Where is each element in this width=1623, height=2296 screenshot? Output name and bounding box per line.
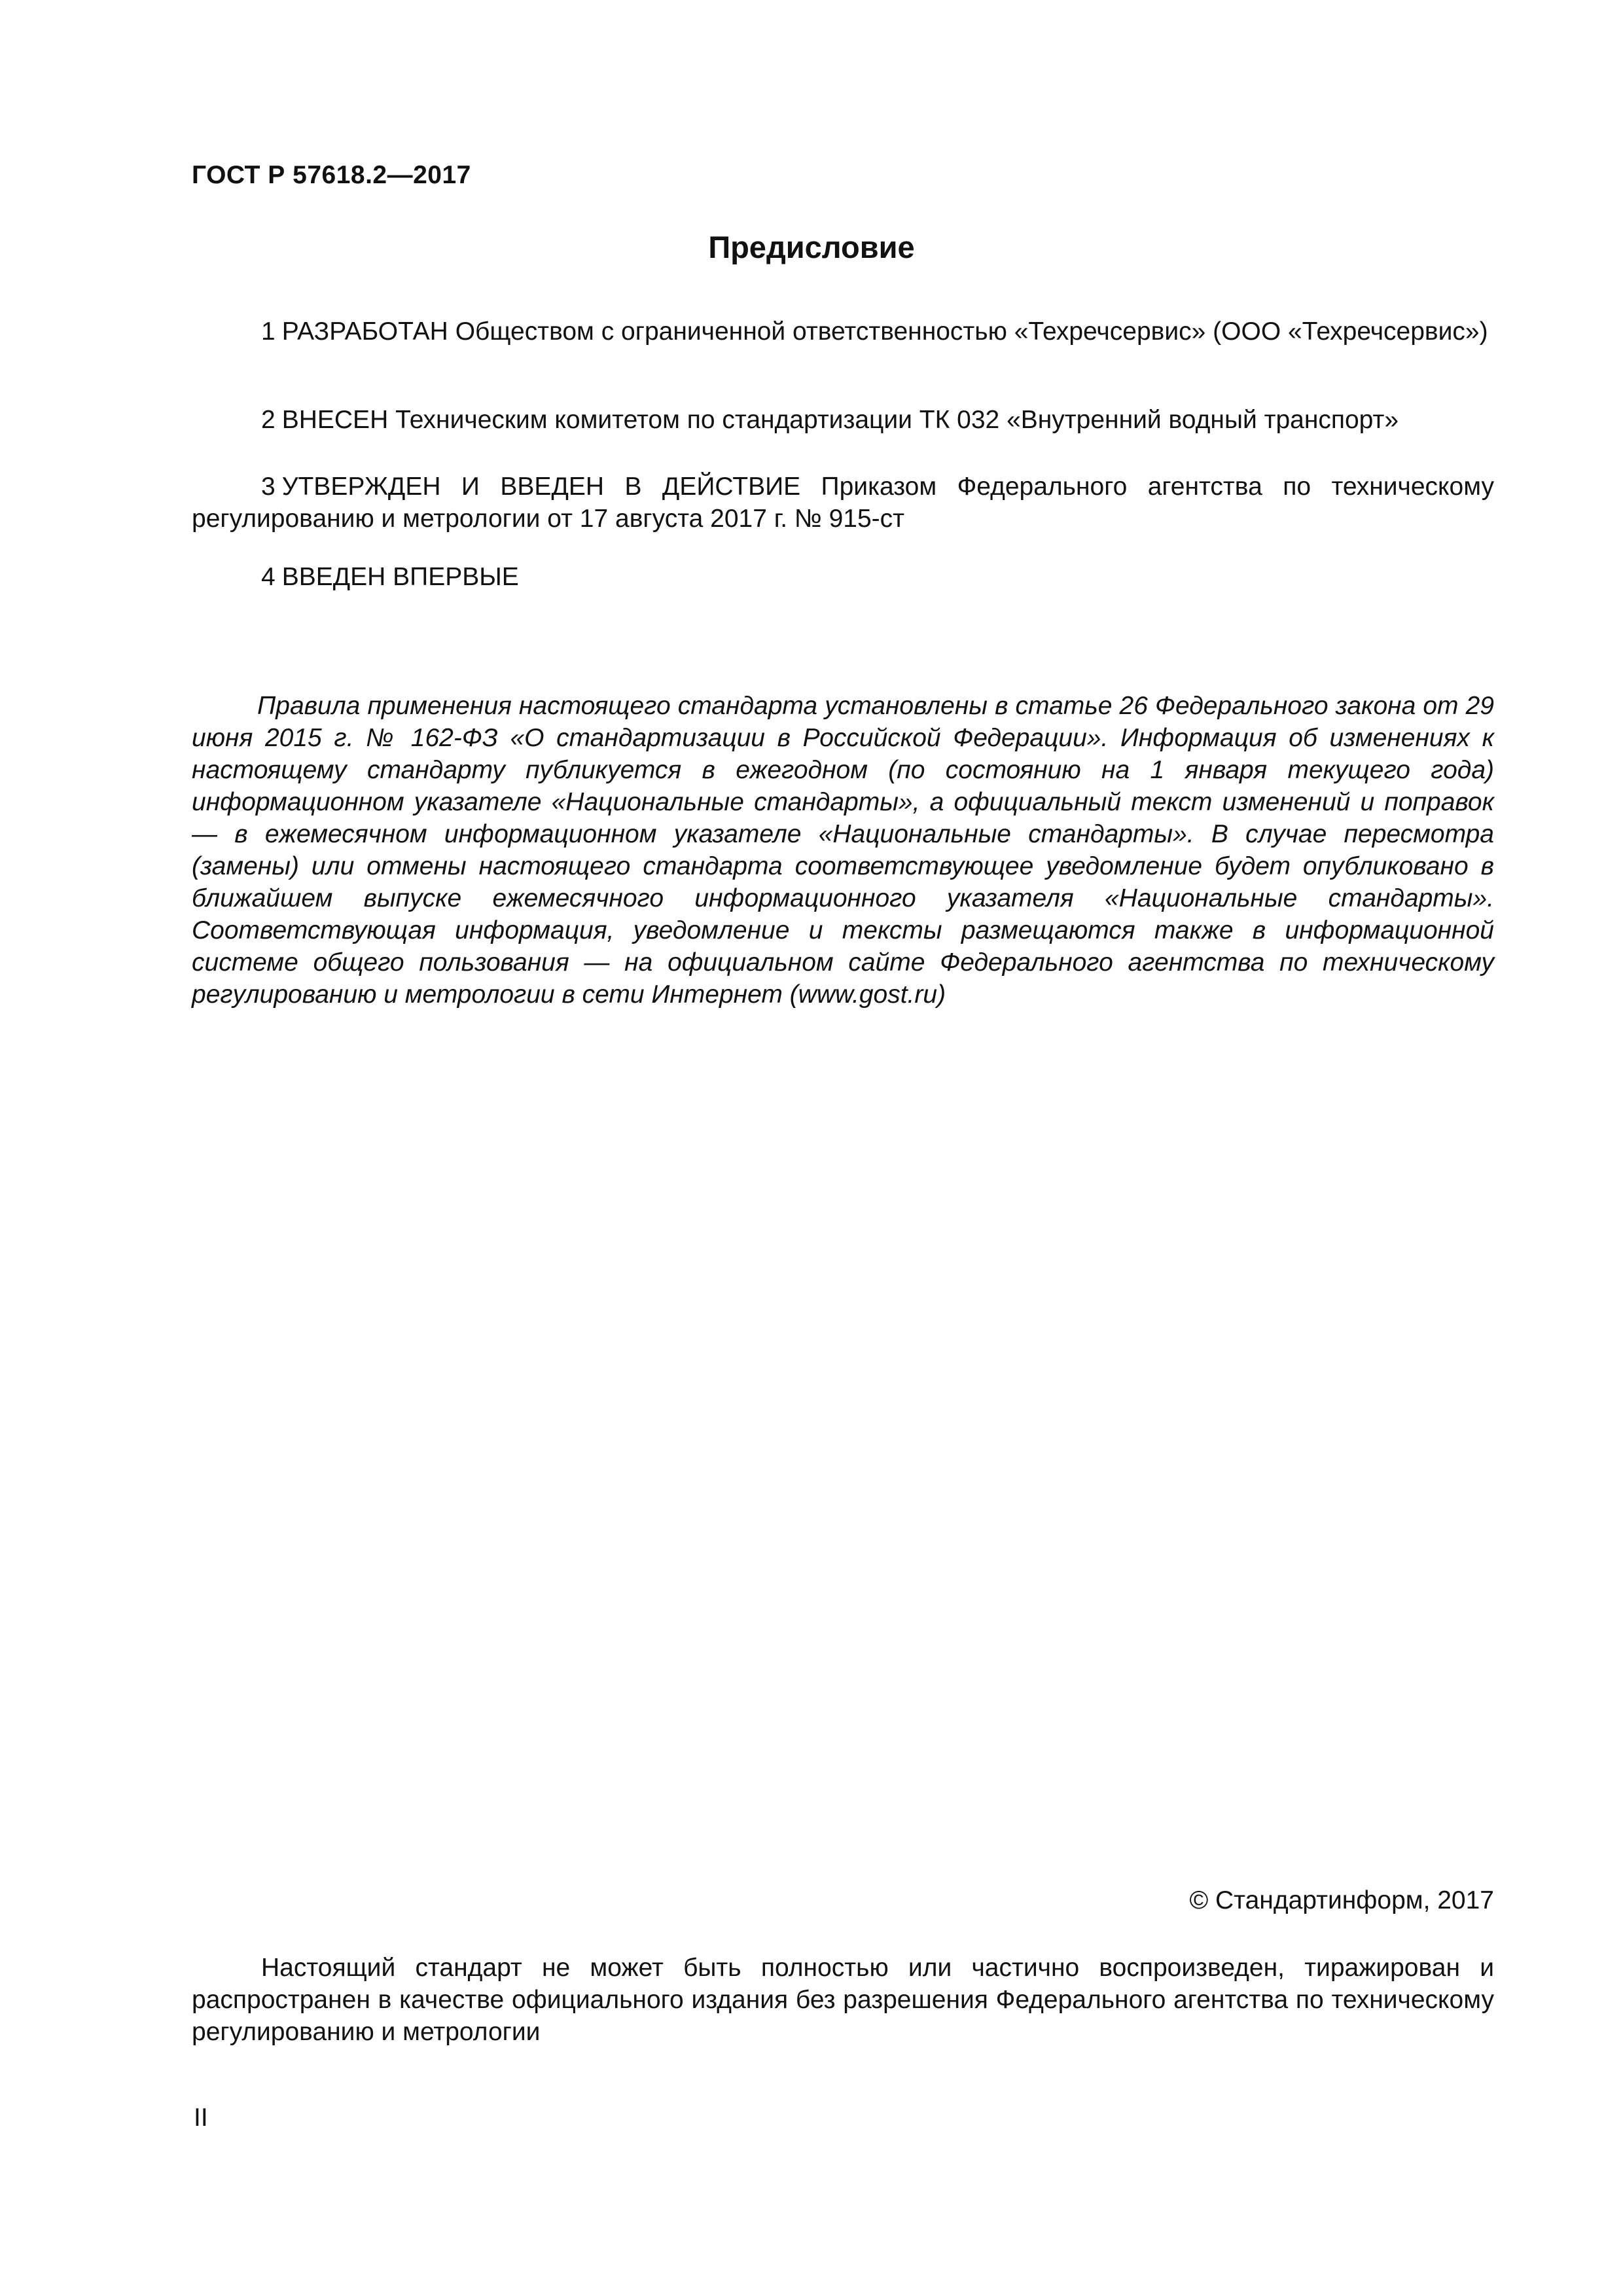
item-number: 2 — [261, 406, 276, 434]
item-text: Приказом Федерального агентства по техническому регулированию и метрологии от 17 августа 2017 г. № 915-ст — [192, 473, 1494, 533]
reproduction-notice: Настоящий стандарт не может быть полностью или частично воспроизведен, тиражирован и распространен в качестве официального издания без разрешения Федерального агентства по техническому регулированию и метрологии — [192, 1954, 1494, 2046]
preface-item-3 — [192, 471, 1494, 535]
item-text: Обществом с ограниченной ответственностью «Техречсервис» (ООО «Техречсервис») — [448, 317, 1488, 346]
preface-item-4 — [192, 561, 1494, 593]
copyright-line: © Стандартинформ, 2017 — [1189, 1886, 1494, 1914]
item-text: Техническим комитетом по стандартизации ТК 032 «Внутренний водный транспорт» — [388, 406, 1399, 434]
item-lead: ВВЕДЕН ВПЕРВЫЕ — [281, 563, 519, 591]
item-number: 3 — [261, 473, 276, 501]
preface-item-2 — [192, 404, 1494, 436]
item-lead: ВНЕСЕН — [281, 406, 389, 434]
item-lead: УТВЕРЖДЕН И ВВЕДЕН В ДЕЙСТВИЕ — [281, 473, 801, 501]
page-title: Предисловие — [708, 230, 915, 264]
page-number: II — [194, 2104, 208, 2132]
item-lead: РАЗРАБОТАН — [281, 317, 448, 346]
rules-paragraph: Правила применения настоящего стандарта установлены в статье 26 Федерального закона от 29 июня 2015 г. № 162-ФЗ «О стандартизации в Российской Федерации». Информация об изменениях к настоящему стандарту публикуется в ежегодном (по состоянию на 1 января текущего года) информационном указателе «Национальные стандарты», а официальный текст изменений и поправок — в ежемесячном информационном указателе «Национальные стандарты». В случае пересмотра (замены) или отмены настоящего стандарта соответствующее уведомление будет опубликовано в ближайшем выпуске ежемесячного информационного указателя «Национальные стандарты». Соответствующая информация, уведомление и тексты размещаются также в информационной системе общего пользования — на официальном сайте Федерального агентства по техническому регулированию и метрологии в сети Интернет (www.gost.ru) — [192, 692, 1494, 1009]
item-number: 4 — [261, 563, 276, 591]
item-number: 1 — [261, 317, 276, 346]
preface-item-1 — [192, 315, 1494, 348]
document-code: ГОСТ Р 57618.2—2017 — [192, 161, 471, 189]
